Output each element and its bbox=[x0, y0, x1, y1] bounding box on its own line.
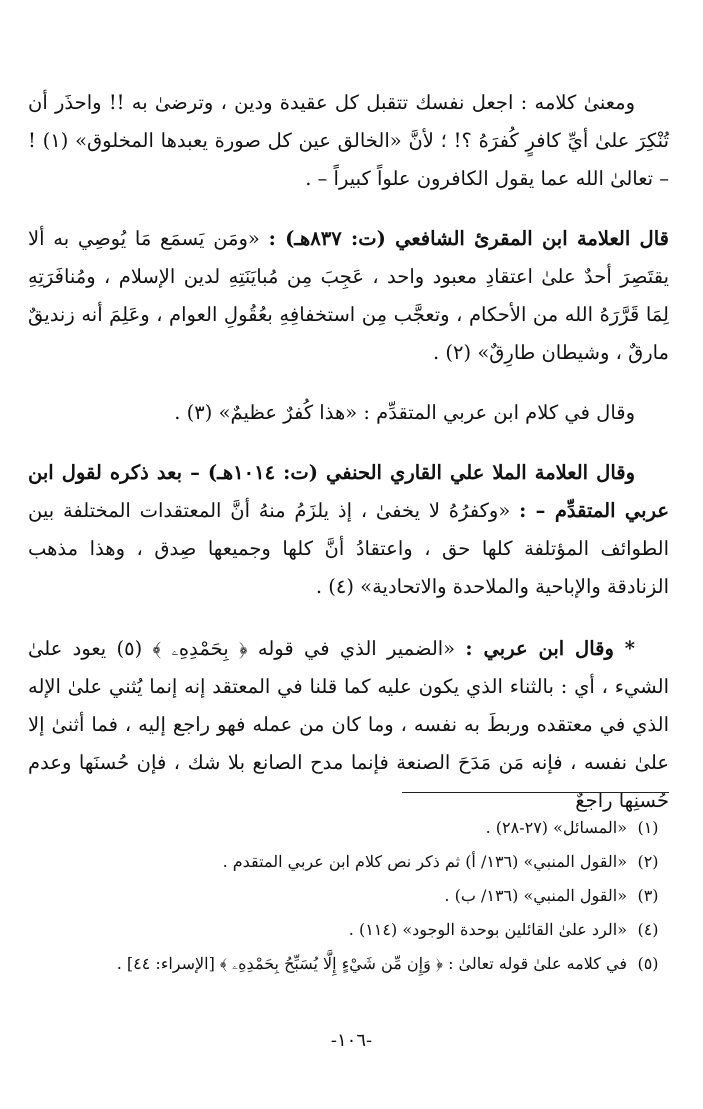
paragraph-1 bbox=[28, 84, 669, 198]
footnotes bbox=[60, 818, 669, 988]
footnote-number: (٤) bbox=[637, 920, 659, 939]
page-number: -١٠٦- bbox=[330, 1030, 373, 1051]
footnote-number: (٢) bbox=[637, 852, 659, 871]
footnote bbox=[60, 954, 669, 988]
paragraph-3 bbox=[28, 394, 669, 432]
footnote-text: «القول المنبي» (١٣٦/ أ) ثم ذكر نص كلام ابن عربي المتقدم . bbox=[222, 852, 627, 871]
footnote-text: «الرد علىٰ القائلين بوحدة الوجود» (١١٤) . bbox=[348, 920, 627, 939]
footnote-number: (٥) bbox=[637, 954, 659, 973]
footnote bbox=[60, 852, 669, 886]
paragraph-text: ومعنىٰ كلامه : اجعل نفسك تتقبل كل عقيدة ودين ، وترضىٰ به !! واحذَر أن تُنْكِرَ علىٰ أيِّ كافرٍ كُفرَهُ ؟! ؛ لأنَّ «الخالق عين كل صورة يعبدها المخلوق» (١) ! – تعالىٰ الله عما يقول الكافرون علواً كبيراً – . bbox=[28, 91, 669, 190]
paragraph-text: وقال في كلام ابن عربي المتقدِّم : «هذا كُفرٌ عظيمٌ» (٣) . bbox=[174, 401, 635, 424]
footnote-number: (٣) bbox=[637, 886, 659, 905]
footnote-divider bbox=[402, 792, 669, 793]
footnote-text: «المسائل» (٢٧-٢٨) . bbox=[485, 818, 627, 837]
footnote-text: في كلامه علىٰ قوله تعالىٰ : ﴿ وَإِن مِّن شَيْءٍ إِلَّا يُسَبِّحُ بِحَمْدِهِۦ ﴾ [الإسراء: ٤٤] . bbox=[116, 954, 627, 973]
footnote bbox=[60, 920, 669, 954]
footnote bbox=[60, 886, 669, 920]
paragraph-4 bbox=[28, 454, 669, 606]
footnote-number: (١) bbox=[637, 818, 659, 837]
paragraph-text: «ومَن يَسمَع مَا يُوصِي به ألا يقتَصِرَ أحدٌ علىٰ اعتقادِ معبود واحد ، عَجِبَ مِن مُبايَنَتِهِ لدين الإسلام ، ومُنافَرَتِهِ لِمَا قَرَّرَهُ الله من الأحكام ، وتعجَّب مِن استخفافِهِ بعُقُولِ العوام ، وعَلِمَ أنه زنديقٌ مارقٌ ، وشيطان طارِقٌ» (٢) . bbox=[28, 227, 669, 364]
paragraph-lead: * وقال ابن عربي : bbox=[465, 637, 635, 660]
paragraph-lead: قال العلامة ابن المقرئ الشافعي (ت: ٨٣٧هـ) : bbox=[268, 227, 669, 250]
main-text bbox=[28, 84, 669, 820]
footnote bbox=[60, 818, 669, 852]
paragraph-lead: وقال العلامة الملا علي القاري الحنفي (ت: ١٠١٤هـ) – بعد ذكره لقول ابن عربي المتقدِّم – : bbox=[28, 461, 669, 522]
paragraph-text: «وكفرُهُ لا يخفىٰ ، إذ يلزَمُ منهُ أنَّ المعتقدات المختلفة بين الطوائف المؤتلفة كلها حق ، واعتقادُ أنَّ كلها وجميعها صِدق ، وهذا مذهب الزنادقة والإباحية والملاحدة والاتحادية» (٤) . bbox=[28, 499, 669, 598]
footnote-text: «القول المنبي» (١٣٦/ ب) . bbox=[444, 886, 627, 905]
paragraph-text: «الضمير الذي في قوله ﴿ بِحَمْدِهِۦ ﴾ (٥) يعود علىٰ الشيء ، أي : بالثناء الذي يكون عليه كما قلنا في المعتقد إنه إنما يُثني علىٰ الإله الذي في معتقده وربطَ به نفسه ، وما كان من عمله فهو راجع إليه ، فما أثنىٰ إلا علىٰ نفسه ، فإنه مَن مَدَحَ الصنعة فإنما مدح الصانع بلا شك ، فإن حُسنَها وعدم حُسنِها راجعٌ bbox=[28, 637, 669, 812]
paragraph-2 bbox=[28, 220, 669, 372]
